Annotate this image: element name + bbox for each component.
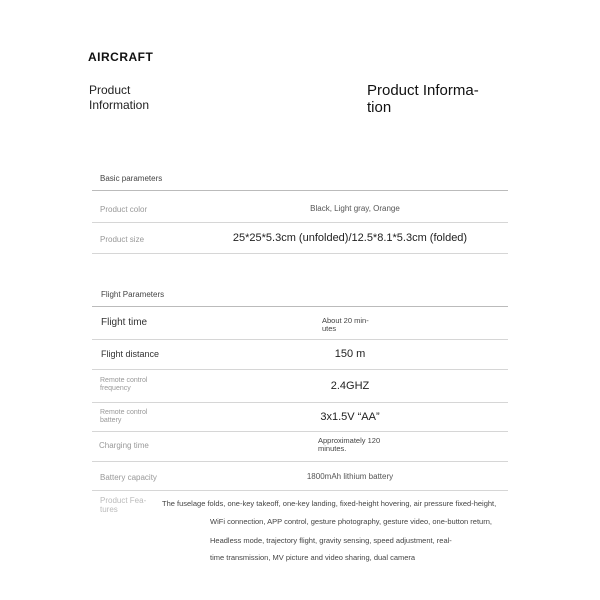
product-color-value: Black, Light gray, Orange [310, 204, 400, 213]
flight-time-label: Flight time [101, 317, 148, 328]
rc-battery-value: 3x1.5V “AA” [320, 411, 380, 423]
charging-time-label: Charging time [99, 441, 149, 450]
rc-frequency-label: Remote control frequency [100, 377, 148, 392]
divider [92, 306, 508, 307]
divider [92, 461, 508, 462]
page-title: Product Informa- tion [367, 82, 479, 116]
divider [92, 339, 508, 340]
brand-logo: AIRCRAFT [88, 50, 154, 64]
product-color-label: Product color [100, 205, 148, 214]
charging-time-value: Approximately 120 minutes. [318, 436, 381, 453]
divider [92, 402, 508, 403]
divider [92, 431, 508, 432]
product-size-value: 25*25*5.3cm (unfolded)/12.5*8.1*5.3cm (folded) [232, 232, 468, 244]
divider [92, 490, 508, 491]
divider [92, 222, 508, 223]
features-line: The fuselage folds, one-key takeoff, one-key landing, fixed-height hovering, air pressure fixed-height, [162, 499, 497, 508]
rc-frequency-value: 2.4GHZ [330, 380, 370, 392]
flight-time-value: About 20 min- utes [322, 316, 369, 333]
features-line: Headless mode, trajectory flight, gravity sensing, speed adjustment, real- [210, 536, 452, 545]
divider [92, 369, 508, 370]
flight-distance-value: 150 m [334, 348, 366, 360]
section-basic-title: Basic parameters [100, 174, 163, 183]
side-title: Product Information [89, 83, 150, 112]
features-line: time transmission, MV picture and video sharing, dual camera [210, 553, 416, 562]
battery-capacity-value: 1800mAh lithium battery [306, 472, 394, 481]
divider [92, 253, 508, 254]
product-size-label: Product size [100, 235, 145, 244]
section-flight-title: Flight Parameters [101, 290, 165, 299]
divider [92, 190, 508, 191]
rc-battery-label: Remote control battery [100, 409, 148, 424]
flight-distance-label: Flight distance [101, 349, 160, 359]
battery-capacity-label: Battery capacity [100, 473, 157, 482]
features-label: Product Fea- tures [100, 496, 147, 514]
features-line: WiFi connection, APP control, gesture photography, gesture video, one-button return, [210, 517, 492, 526]
